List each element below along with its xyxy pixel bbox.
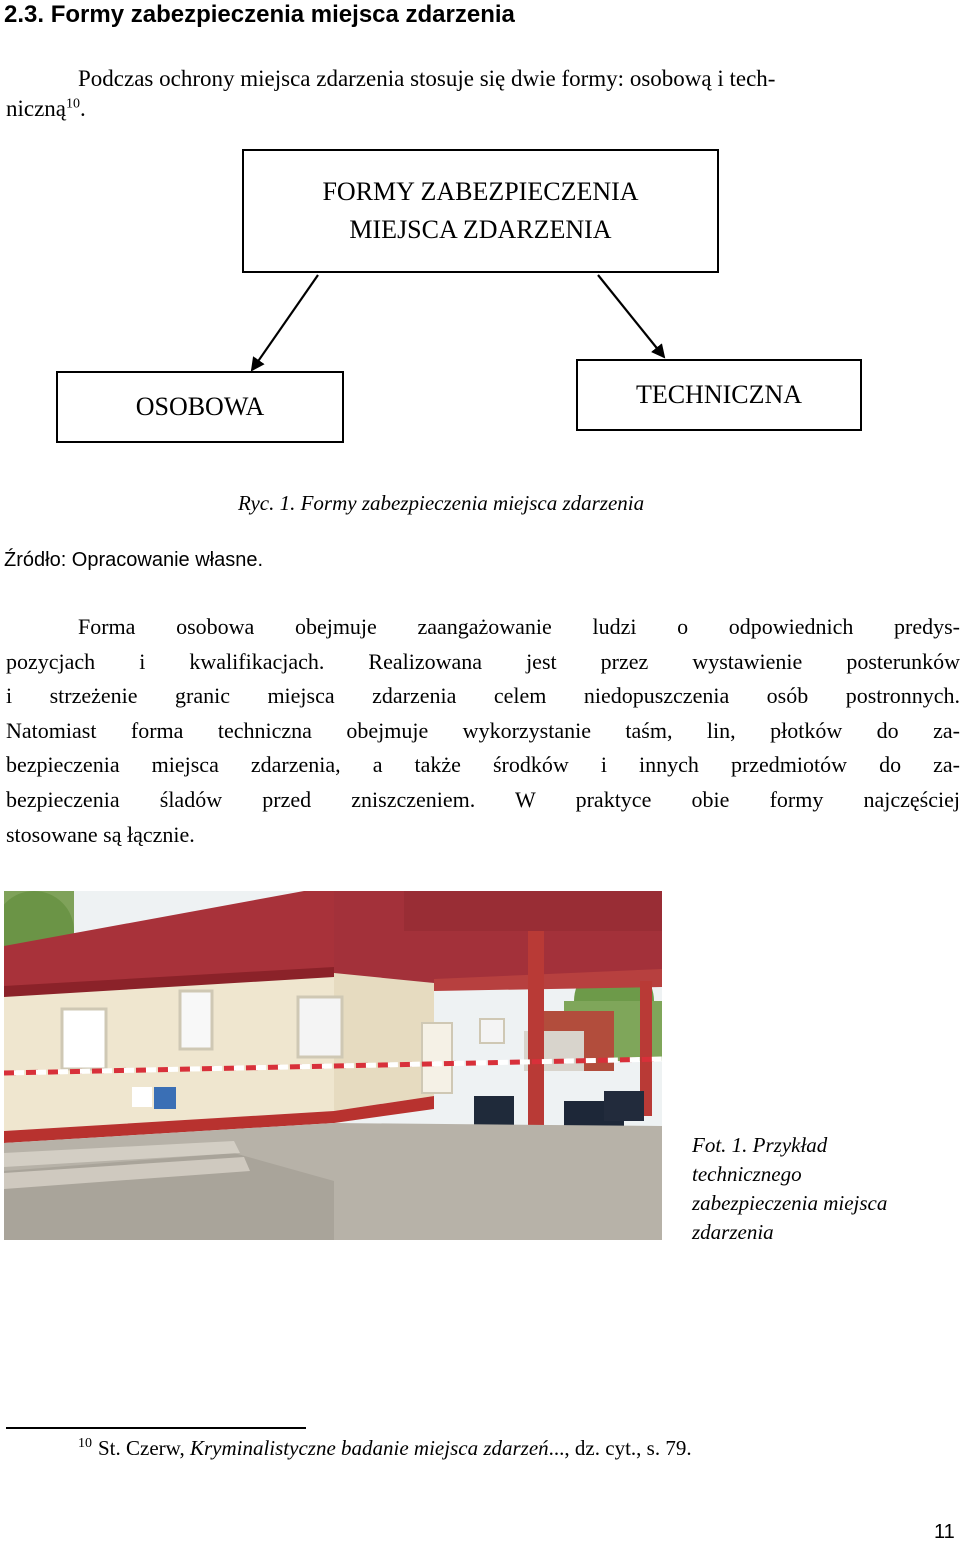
footnote-rest: ..., dz. cyt., s. 79. — [548, 1436, 692, 1460]
paragraph-line: i strzeżenie granic miejsca zdarzenia celem niedopuszczenia osób postronnych. — [6, 683, 960, 709]
page-number: 11 — [934, 1521, 955, 1543]
footnote-author: St. Czerw, — [98, 1436, 190, 1460]
diagram-root-line-1: FORMY ZABEZPIECZENIA — [322, 177, 639, 206]
scene-illustration — [4, 891, 662, 1240]
scene-photo — [4, 891, 662, 1240]
diagram-osobowa-label: OSOBOWA — [135, 392, 265, 421]
section-title: Formy zabezpieczenia miejsca zdarzenia — [50, 1, 515, 28]
photo-caption-line: zdarzenia — [692, 1220, 774, 1244]
photo-caption-line: Fot. 1. Przykład — [692, 1133, 828, 1157]
photo-caption-line: technicznego — [692, 1162, 802, 1186]
paragraph-line: Natomiast forma techniczna obejmuje wykorzystanie taśm, lin, płotków do za- — [6, 717, 960, 743]
body-paragraph — [6, 610, 960, 852]
arrow-to-osobowa — [252, 275, 318, 370]
section-number: 2.3. — [4, 1, 45, 28]
intro-line-1: Podczas ochrony miejsca zdarzenia stosuje się dwie formy: osobową i tech- — [78, 66, 776, 91]
footnote-ref[interactable]: 10 — [66, 96, 81, 112]
intro-line-2-text: niczną — [6, 96, 67, 121]
figure-source: Źródło: Opracowanie własne. — [4, 549, 264, 571]
diagram-techniczna-label: TECHNICZNA — [635, 380, 803, 409]
paragraph-line: stosowane są łącznie. — [6, 821, 195, 847]
diagram-root-line-2: MIEJSCA ZDARZENIA — [349, 215, 612, 244]
paragraph-line: bezpieczenia miejsca zdarzenia, a także środków i innych przedmiotów do za- — [6, 752, 960, 778]
diagram-techniczna-box — [576, 359, 862, 431]
footnote-number: 10 — [78, 1436, 92, 1451]
photo-caption-line: zabezpieczenia miejsca — [692, 1191, 888, 1215]
figure-caption: Ryc. 1. Formy zabezpieczenia miejsca zdarzenia — [238, 491, 645, 515]
diagram-osobowa-box — [56, 371, 344, 443]
diagram-root-box — [242, 149, 719, 273]
paragraph-line: pozycjach i kwalifikacjach. Realizowana jest przez wystawienie posterunków — [6, 648, 960, 674]
footnote — [78, 1436, 692, 1461]
paragraph-line: Forma osobowa obejmuje zaangażowanie ludzi o odpowiednich predys- — [78, 614, 960, 639]
footnote-divider — [6, 1427, 306, 1429]
footnote-title: Kryminalistyczne badanie miejsca zdarzeń — [189, 1436, 549, 1460]
intro-line-2-end: . — [80, 96, 86, 121]
paragraph-line: bezpieczenia śladów przed zniszczeniem. W praktyce obie formy najczęściej — [6, 786, 960, 812]
arrow-to-techniczna — [598, 275, 664, 357]
photo-caption — [692, 1131, 952, 1247]
